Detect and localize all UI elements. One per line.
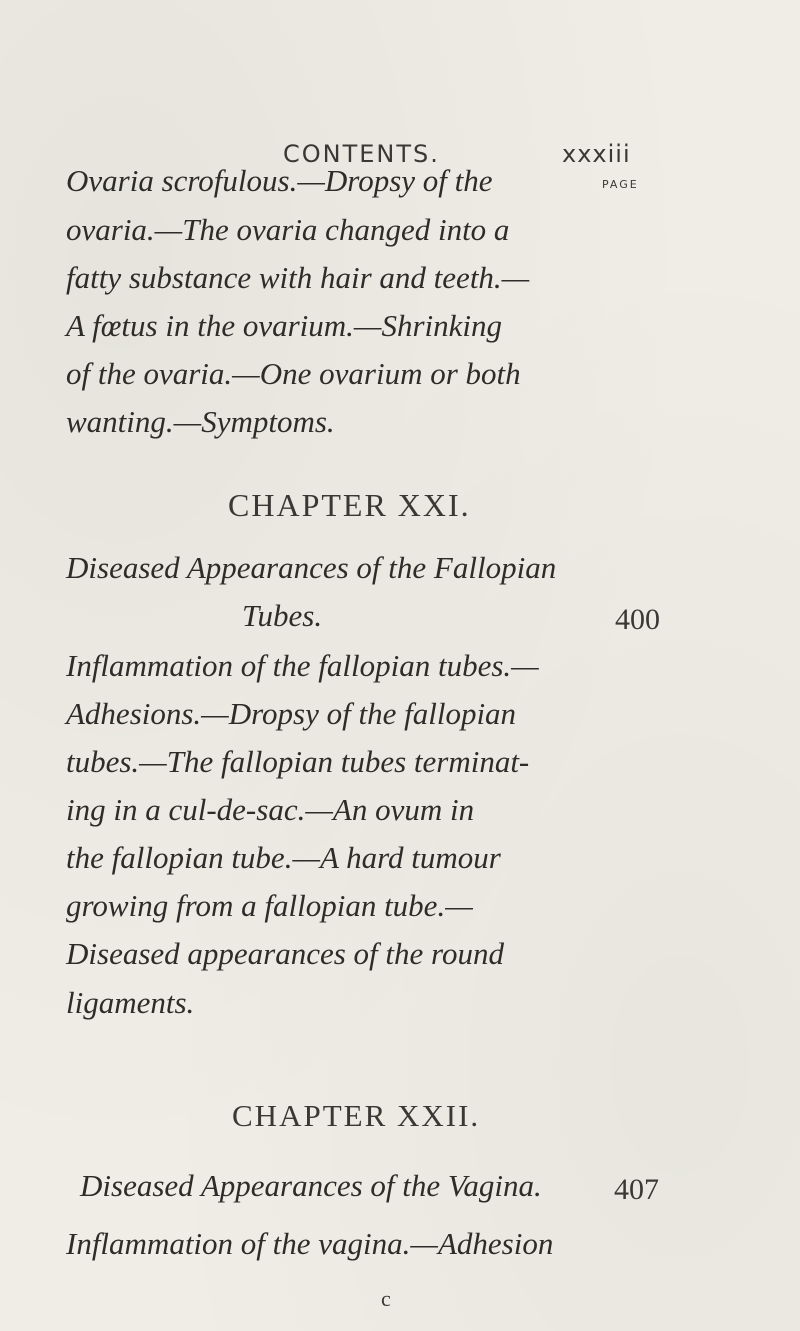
contents-line: of the ovaria.—One ovarium or both <box>66 356 521 391</box>
contents-line: Diseased appearances of the round <box>66 936 504 971</box>
page-column-label: PAGE <box>602 178 639 191</box>
contents-line: Ovaria scrofulous.—Dropsy of the <box>66 163 493 198</box>
chapter-page-number: 400 <box>615 603 660 636</box>
contents-line: fatty substance with hair and teeth.— <box>66 260 530 295</box>
contents-line: A fœtus in the ovarium.—Shrinking <box>66 308 503 343</box>
page-number: xxxiii <box>562 140 631 168</box>
signature-mark: c <box>381 1286 391 1311</box>
chapter-heading: CHAPTER XXI. <box>228 487 471 523</box>
contents-line: the fallopian tube.—A hard tumour <box>66 840 501 875</box>
chapter-page-number: 407 <box>614 1173 659 1206</box>
chapter-title-line: Diseased Appearances of the Fallopian <box>66 550 557 585</box>
chapter-title-line: Tubes. <box>242 598 323 633</box>
chapter-heading: CHAPTER XXII. <box>232 1098 481 1133</box>
contents-line: tubes.—The fallopian tubes terminat- <box>66 744 530 779</box>
contents-line: growing from a fallopian tube.— <box>66 888 473 923</box>
contents-line: ligaments. <box>66 985 195 1020</box>
chapter-title: Diseased Appearances of the Vagina. <box>80 1168 542 1203</box>
contents-line: ovaria.—The ovaria changed into a <box>66 212 510 247</box>
running-head: CONTENTS. <box>283 140 440 168</box>
contents-line: Inflammation of the fallopian tubes.— <box>66 648 539 683</box>
contents-line: Inflammation of the vagina.—Adhesion <box>66 1226 554 1261</box>
contents-line: wanting.—Symptoms. <box>66 404 335 439</box>
contents-line: ing in a cul-de-sac.—An ovum in <box>66 792 475 827</box>
contents-line: Adhesions.—Dropsy of the fallopian <box>66 696 517 731</box>
